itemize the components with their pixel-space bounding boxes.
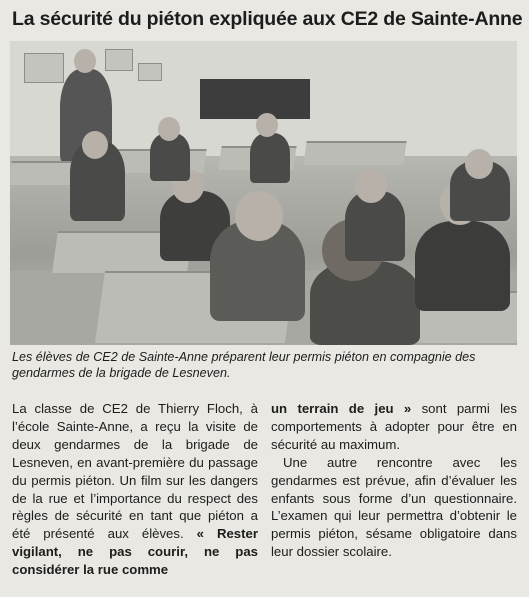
- article-text: sont parmi les comportements à adopter pour être en sécurité au maximum.: [271, 401, 517, 452]
- article-quote: « Rester vigilant, ne pas courir, ne pas considérer la rue comme: [12, 526, 258, 578]
- article-paragraph: [12, 400, 258, 579]
- pupil-head: [355, 169, 387, 203]
- pupil-head: [82, 131, 108, 159]
- article-text: La classe de CE2 de Thierry Floch, à l’école Sainte-Anne, a reçu la visite de deux gendarmes de la brigade de Lesneven, en avant-première du passage du permis piéton. Un film sur les dangers de la rue et l’importance du respect des règles de sécurité en tant que piéton a été présenté aux élèves.: [12, 401, 258, 542]
- wall-poster: [138, 63, 162, 81]
- pupil-head: [465, 149, 493, 179]
- photo-caption: Les élèves de CE2 de Sainte-Anne préparent leur permis piéton en compagnie des gendarmes de la brigade de Lesneven.: [12, 350, 476, 380]
- pupil-head: [235, 191, 283, 241]
- pupil-figure: [415, 221, 510, 311]
- article-column-left: [12, 400, 258, 579]
- pupil-figure: [250, 133, 290, 183]
- article-paragraph: [271, 400, 517, 454]
- wall-poster: [24, 53, 64, 83]
- pupil-head: [256, 113, 278, 137]
- blackboard: [200, 79, 310, 119]
- desk: [303, 141, 406, 165]
- classroom-photo: [10, 41, 517, 345]
- article-headline: La sécurité du piéton expliquée aux CE2 de Sainte-Anne: [12, 8, 523, 30]
- article-paragraph: [271, 454, 517, 561]
- wall-poster: [105, 49, 133, 71]
- article-quote: un terrain de jeu »: [271, 401, 412, 416]
- pupil-head: [158, 117, 180, 141]
- article-text: Une autre rencontre avec les gendarmes est prévue, afin d’évaluer les enfants sous forme d’un questionnaire. L’examen qui leur permettra d’obtenir le permis piéton, sésame obligatoire dans leur dossier scolaire.: [271, 454, 517, 560]
- article-column-right: [271, 400, 517, 561]
- gendarme-head: [74, 49, 96, 73]
